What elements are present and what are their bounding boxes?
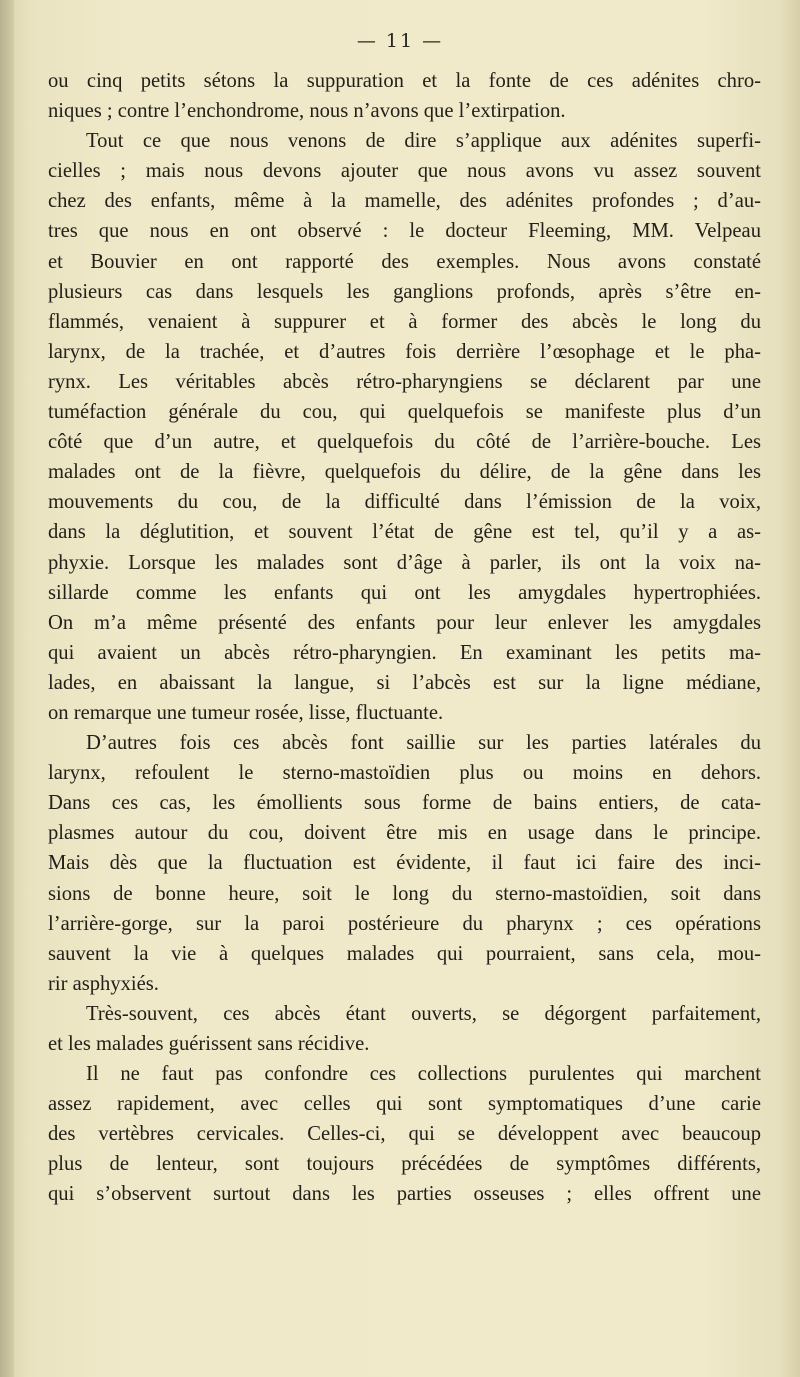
text-line: larynx, de la trachée, et d’autres fois derrière l’œsophage et le pha- — [48, 340, 761, 363]
text-line: mouvements du cou, de la difficulté dans l’émission de la voix, — [48, 491, 761, 514]
text-line: sillarde comme les enfants qui ont les amygdales hypertrophiées. — [48, 581, 761, 604]
text-line: dans la déglutition, et souvent l’état de gêne est tel, qu’il y a as- — [48, 521, 761, 544]
text-line: rynx. Les véritables abcès rétro-pharyngiens se déclarent par une — [48, 370, 761, 393]
text-line: l’arrière-gorge, sur la paroi postérieure du pharynx ; ces opérations — [48, 912, 761, 935]
text-line: lades, en abaissant la langue, si l’abcès est sur la ligne médiane, — [48, 671, 761, 694]
text-line: qui s’observent surtout dans les parties osseuses ; elles offrent une — [48, 1183, 761, 1206]
text-line: rir asphyxiés. — [48, 972, 159, 995]
text-line: phyxie. Lorsque les malades sont d’âge à parler, ils ont la voix na- — [48, 551, 761, 574]
text-line: Très-souvent, ces abcès étant ouverts, se dégorgent parfaitement, — [86, 1002, 761, 1025]
text-line: et Bouvier en ont rapporté des exemples. Nous avons constaté — [48, 250, 761, 273]
text-line: Il ne faut pas confondre ces collections purulentes qui marchent — [86, 1063, 761, 1086]
text-line: Tout ce que nous venons de dire s’applique aux adénites superfi- — [86, 130, 761, 153]
text-line: cielles ; mais nous devons ajouter que nous avons vu assez souvent — [48, 160, 761, 183]
text-line: larynx, refoulent le sterno-mastoïdien plus ou moins en dehors. — [48, 762, 761, 785]
body-text — [48, 66, 761, 1210]
text-line: qui avaient un abcès rétro-pharyngien. En examinant les petits ma- — [48, 641, 761, 664]
text-line: tres que nous en ont observé : le docteur Fleeming, MM. Velpeau — [48, 220, 761, 243]
text-line: flammés, venaient à suppurer et à former des abcès le long du — [48, 310, 761, 333]
text-line: sauvent la vie à quelques malades qui pourraient, sans cela, mou- — [48, 942, 761, 965]
text-line: on remarque une tumeur rosée, lisse, fluctuante. — [48, 701, 444, 724]
text-line: plasmes autour du cou, doivent être mis en usage dans le principe. — [48, 822, 761, 845]
text-line: des vertèbres cervicales. Celles-ci, qui se développent avec beaucoup — [48, 1123, 761, 1146]
text-line: ou cinq petits sétons la suppuration et la fonte de ces adénites chro- — [48, 70, 761, 92]
text-line: assez rapidement, avec celles qui sont symptomatiques d’une carie — [48, 1093, 761, 1116]
text-line: D’autres fois ces abcès font saillie sur les parties latérales du — [86, 732, 761, 755]
text-line: Dans ces cas, les émollients sous forme de bains entiers, de cata- — [48, 792, 761, 815]
text-line: niques ; contre l’enchondrome, nous n’avons que l’extirpation. — [48, 100, 566, 123]
text-line: plusieurs cas dans lesquels les ganglions profonds, après s’être en- — [48, 280, 761, 303]
text-line: plus de lenteur, sont toujours précédées de symptômes différents, — [48, 1153, 761, 1176]
text-line: et les malades guérissent sans récidive. — [48, 1033, 370, 1055]
text-line: malades ont de la fièvre, quelquefois du délire, de la gêne dans les — [48, 461, 761, 484]
text-line: On m’a même présenté des enfants pour leur enlever les amygdales — [48, 611, 761, 634]
text-line: tuméfaction générale du cou, qui quelquefois se manifeste plus d’un — [48, 401, 761, 424]
text-line: côté que d’un autre, et quelquefois du côté de l’arrière-bouche. Les — [48, 431, 761, 454]
text-line: chez des enfants, même à la mamelle, des adénites profondes ; d’au- — [48, 190, 761, 213]
text-line: sions de bonne heure, soit le long du sterno-mastoïdien, soit dans — [48, 882, 761, 905]
text-line: Mais dès que la fluctuation est évidente, il faut ici faire des inci- — [48, 852, 761, 875]
page-number: — 11 — — [356, 30, 444, 52]
page-spine-shadow — [0, 0, 14, 1377]
